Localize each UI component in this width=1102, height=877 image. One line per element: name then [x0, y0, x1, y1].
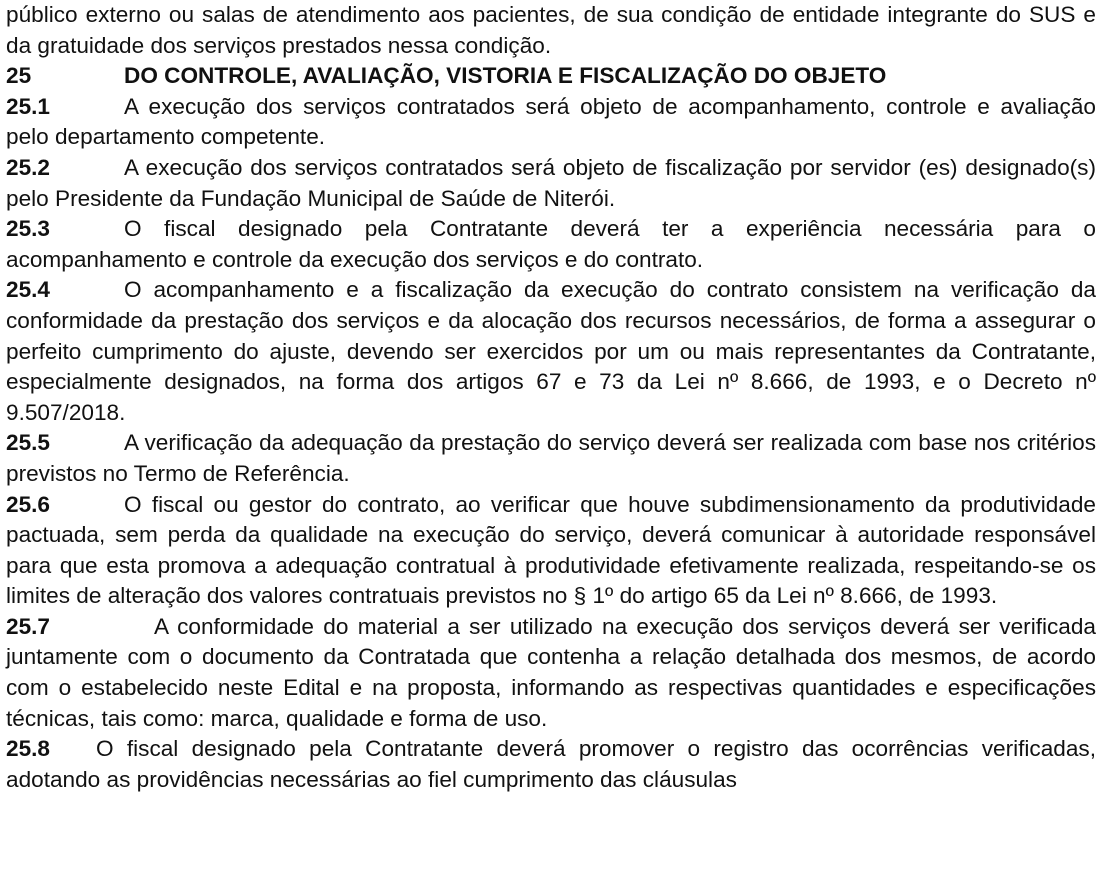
clause-text: O fiscal designado pela Contratante deverá ter a experiência necessária para o acompanhamento e controle da execução dos serviços e do contrato.	[6, 216, 1096, 272]
clause-text: O fiscal ou gestor do contrato, ao verificar que houve subdimensionamento da produtividade pactuada, sem perda da qualidade na execução do serviço, deverá comunicar à autoridade responsável para que esta promova a adequação contratual à produtividade efetivamente realizada, respeitando-se os limites de alteração dos valores contratuais previstos no § 1º do artigo 65 da Lei nº 8.666, de 1993.	[6, 491, 1096, 609]
clause-text: A conformidade do material a ser utilizado na execução dos serviços deverá ser verificada juntamente com o documento da Contratada que contenha a relação detalhada dos mesmos, de acordo com o estabelecido neste Edital e na proposta, informando as respectivas quantidades e especificações técnicas, tais como: marca, qualidade e forma de uso.	[6, 613, 1096, 731]
clause-25-6	[6, 490, 1096, 612]
clause-text: A verificação da adequação da prestação do serviço deverá ser realizada com base nos critérios previstos no Termo de Referência.	[6, 430, 1096, 486]
clause-text: A execução dos serviços contratados será objeto de acompanhamento, controle e avaliação pelo departamento competente.	[6, 93, 1096, 150]
clause-25-2	[6, 153, 1096, 214]
clause-text: O fiscal designado pela Contratante deverá promover o registro das ocorrências verificadas, adotando as providências necessárias ao fiel cumprimento das cláusulas	[6, 736, 1096, 792]
clause-text: A execução dos serviços contratados será objeto de fiscalização por servidor (es) designado(s) pelo Presidente da Fundação Municipal de Saúde de Niterói.	[6, 154, 1096, 211]
clause-text: O acompanhamento e a fiscalização da execução do contrato consistem na verificação da conformidade da prestação dos serviços e da alocação dos recursos necessários, de forma a assegurar o perfeito cumprimento do ajuste, devendo ser exercidos por um ou mais representantes da Contratante, especialmente designados, na forma dos artigos 67 e 73 da Lei nº 8.666, de 1993, e o Decreto nº 9.507/2018.	[6, 277, 1096, 425]
section-heading	[6, 61, 1096, 92]
clause-number: 25.5	[6, 430, 50, 456]
clause-number: 25.8	[6, 736, 50, 762]
clause-number: 25.3	[6, 216, 50, 242]
clause-25-5	[6, 428, 1096, 489]
clause-number: 25.2	[6, 154, 50, 180]
clause-25-7	[6, 612, 1096, 734]
clause-25-1	[6, 92, 1096, 153]
clause-number: 25.1	[6, 93, 50, 119]
section-number: 25	[6, 63, 32, 89]
intro-paragraph: público externo ou salas de atendimento aos pacientes, de sua condição de entidade integrante do SUS e da gratuidade dos serviços prestados nessa condição.	[6, 2, 1096, 58]
clause-25-3	[6, 214, 1096, 275]
clause-25-4	[6, 275, 1096, 428]
clause-25-8	[6, 734, 1096, 795]
clause-number: 25.7	[6, 613, 50, 639]
clause-number: 25.4	[6, 277, 50, 303]
clause-number: 25.6	[6, 491, 50, 517]
section-title: DO CONTROLE, AVALIAÇÃO, VISTORIA E FISCALIZAÇÃO DO OBJETO	[124, 63, 887, 89]
